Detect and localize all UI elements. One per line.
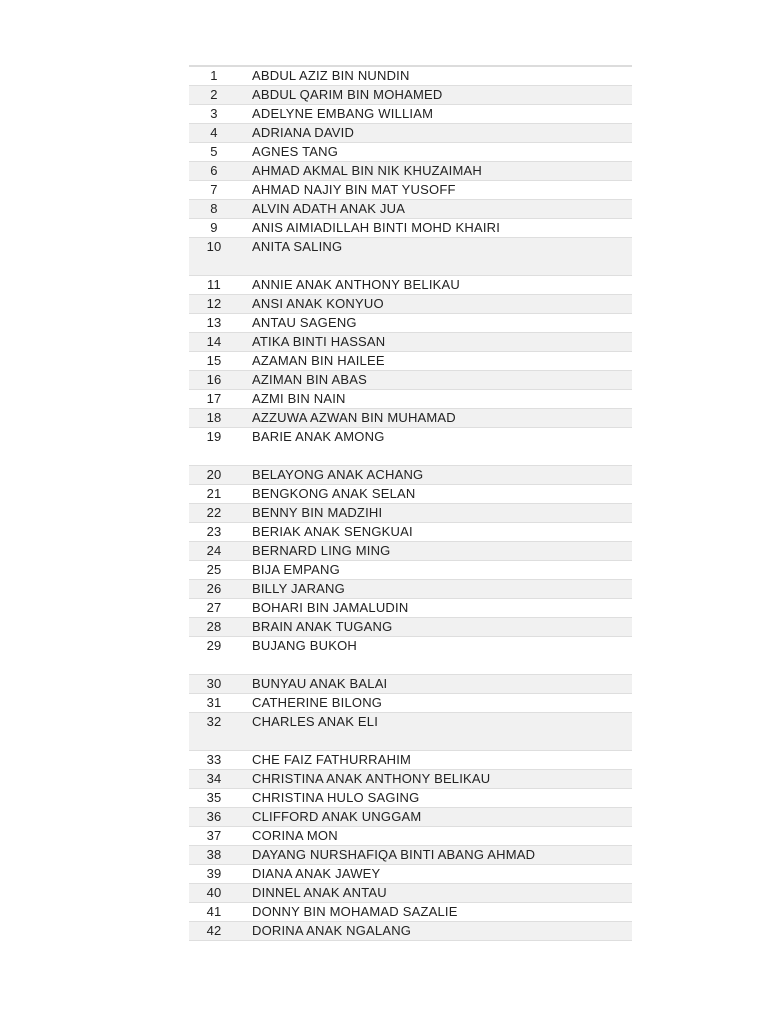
- table-row: [189, 238, 632, 276]
- row-name: BENNY BIN MADZIHI: [252, 505, 383, 520]
- row-number: 20: [206, 467, 222, 482]
- row-number: 35: [206, 790, 222, 805]
- row-number: 17: [206, 391, 222, 406]
- row-number: 29: [206, 638, 222, 653]
- table-row: [189, 162, 632, 181]
- row-name: ATIKA BINTI HASSAN: [252, 334, 386, 349]
- row-number: 30: [206, 676, 222, 691]
- row-name: ANNIE ANAK ANTHONY BELIKAU: [252, 277, 460, 292]
- table-row: [189, 466, 632, 485]
- name-list-table: [189, 65, 632, 941]
- row-name: CHRISTINA HULO SAGING: [252, 790, 420, 805]
- row-name: AHMAD NAJIY BIN MAT YUSOFF: [252, 182, 456, 197]
- table-row: [189, 770, 632, 789]
- table-row: [189, 371, 632, 390]
- row-name: BOHARI BIN JAMALUDIN: [252, 600, 409, 615]
- table-row: [189, 67, 632, 86]
- row-name: DIANA ANAK JAWEY: [252, 866, 381, 881]
- row-number: 21: [206, 486, 222, 501]
- row-number: 9: [210, 220, 218, 235]
- table-row: [189, 922, 632, 941]
- table-row: [189, 561, 632, 580]
- row-number: 11: [207, 277, 221, 292]
- row-name: DONNY BIN MOHAMAD SAZALIE: [252, 904, 458, 919]
- table-row: [189, 390, 632, 409]
- table-row: [189, 314, 632, 333]
- row-number: 1: [210, 68, 218, 83]
- row-name: BELAYONG ANAK ACHANG: [252, 467, 424, 482]
- row-number: 16: [206, 372, 222, 387]
- table-row: [189, 352, 632, 371]
- row-name: CORINA MON: [252, 828, 338, 843]
- table-row: [189, 86, 632, 105]
- table-row: [189, 333, 632, 352]
- row-number: 27: [206, 600, 222, 615]
- table-row: [189, 808, 632, 827]
- row-name: ABDUL AZIZ BIN NUNDIN: [252, 68, 410, 83]
- table-row: [189, 428, 632, 466]
- row-number: 38: [206, 847, 222, 862]
- table-row: [189, 618, 632, 637]
- table-row: [189, 523, 632, 542]
- row-name: BILLY JARANG: [252, 581, 345, 596]
- table-row: [189, 580, 632, 599]
- table-row: [189, 713, 632, 751]
- row-number: 8: [210, 201, 218, 216]
- row-number: 19: [206, 429, 222, 444]
- row-name: BUNYAU ANAK BALAI: [252, 676, 388, 691]
- table-row: [189, 675, 632, 694]
- row-number: 15: [206, 353, 222, 368]
- row-number: 5: [210, 144, 218, 159]
- table-row: [189, 865, 632, 884]
- row-name: CLIFFORD ANAK UNGGAM: [252, 809, 422, 824]
- row-number: 2: [210, 87, 218, 102]
- table-row: [189, 485, 632, 504]
- table-row: [189, 276, 632, 295]
- row-number: 41: [206, 904, 222, 919]
- row-number: 7: [210, 182, 218, 197]
- row-name: BRAIN ANAK TUGANG: [252, 619, 393, 634]
- table-row: [189, 637, 632, 675]
- row-name: BIJA EMPANG: [252, 562, 340, 577]
- row-name: BUJANG BUKOH: [252, 638, 357, 653]
- row-number: 4: [210, 125, 218, 140]
- table-row: [189, 143, 632, 162]
- row-name: ADELYNE EMBANG WILLIAM: [252, 106, 434, 121]
- row-number: 18: [206, 410, 222, 425]
- row-name: AHMAD AKMAL BIN NIK KHUZAIMAH: [252, 163, 482, 178]
- table-row: [189, 542, 632, 561]
- table-row: [189, 789, 632, 808]
- row-name: BERIAK ANAK SENGKUAI: [252, 524, 413, 539]
- row-number: 26: [206, 581, 222, 596]
- row-name: BARIE ANAK AMONG: [252, 429, 385, 444]
- row-number: 42: [206, 923, 222, 938]
- row-name: AZIMAN BIN ABAS: [252, 372, 367, 387]
- table-row: [189, 599, 632, 618]
- row-name: DINNEL ANAK ANTAU: [252, 885, 387, 900]
- table-row: [189, 105, 632, 124]
- row-name: ANSI ANAK KONYUO: [252, 296, 384, 311]
- row-name: CATHERINE BILONG: [252, 695, 383, 710]
- row-name: BENGKONG ANAK SELAN: [252, 486, 416, 501]
- row-number: 34: [206, 771, 222, 786]
- row-name: ANITA SALING: [252, 239, 343, 254]
- row-name: BERNARD LING MING: [252, 543, 391, 558]
- row-number: 24: [206, 543, 222, 558]
- row-name: AZZUWA AZWAN BIN MUHAMAD: [252, 410, 456, 425]
- table-row: [189, 504, 632, 523]
- table-row: [189, 295, 632, 314]
- table-row: [189, 694, 632, 713]
- row-name: ALVIN ADATH ANAK JUA: [252, 201, 406, 216]
- row-name: DAYANG NURSHAFIQA BINTI ABANG AHMAD: [252, 847, 536, 862]
- row-number: 14: [206, 334, 222, 349]
- row-name: AZMI BIN NAIN: [252, 391, 346, 406]
- row-name: CHARLES ANAK ELI: [252, 714, 379, 729]
- row-name: CHRISTINA ANAK ANTHONY BELIKAU: [252, 771, 491, 786]
- row-number: 39: [206, 866, 222, 881]
- row-name: ANIS AIMIADILLAH BINTI MOHD KHAIRI: [252, 220, 501, 235]
- row-name: DORINA ANAK NGALANG: [252, 923, 412, 938]
- row-number: 13: [206, 315, 222, 330]
- row-number: 31: [206, 695, 222, 710]
- table-row: [189, 409, 632, 428]
- row-name: ABDUL QARIM BIN MOHAMED: [252, 87, 443, 102]
- row-number: 23: [206, 524, 222, 539]
- row-number: 28: [206, 619, 222, 634]
- row-name: CHE FAIZ FATHURRAHIM: [252, 752, 412, 767]
- row-name: AZAMAN BIN HAILEE: [252, 353, 385, 368]
- table-row: [189, 846, 632, 865]
- row-number: 40: [206, 885, 222, 900]
- row-name: AGNES TANG: [252, 144, 339, 159]
- table-row: [189, 181, 632, 200]
- row-number: 22: [206, 505, 222, 520]
- row-number: 32: [206, 714, 222, 729]
- row-name: ADRIANA DAVID: [252, 125, 355, 140]
- row-number: 36: [206, 809, 222, 824]
- table-row: [189, 903, 632, 922]
- table-row: [189, 124, 632, 143]
- row-number: 12: [206, 296, 222, 311]
- row-number: 33: [206, 752, 222, 767]
- table-row: [189, 200, 632, 219]
- table-row: [189, 751, 632, 770]
- row-number: 10: [206, 239, 222, 254]
- table-row: [189, 219, 632, 238]
- row-number: 3: [210, 106, 218, 121]
- table-row: [189, 827, 632, 846]
- row-name: ANTAU SAGENG: [252, 315, 357, 330]
- row-number: 25: [206, 562, 222, 577]
- row-number: 6: [210, 163, 218, 178]
- row-number: 37: [206, 828, 222, 843]
- table-row: [189, 884, 632, 903]
